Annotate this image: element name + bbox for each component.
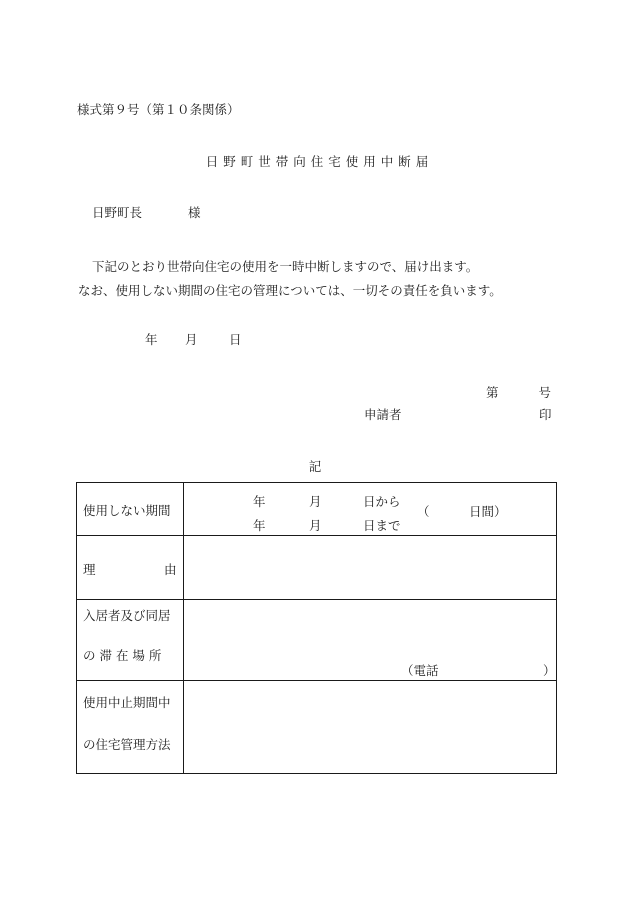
body-text-line-1: 下記のとおり世帯向住宅の使用を一時中断しますので、届け出ます。 [92,259,479,274]
doc-number-prefix: 第 [486,385,499,400]
stay-label-cell [77,599,184,680]
applicant-label: 申請者 [364,407,402,422]
table-row-stay-location [77,599,556,681]
period-from-year: 年 [253,494,266,509]
addressee [92,203,201,221]
seal-mark: 印 [539,407,552,422]
period-to-month: 月 [309,518,322,533]
addressee-name: 日野町長 [92,205,143,220]
date-year-label: 年 [145,332,158,347]
reason-label-right: 由 [164,562,177,577]
reason-label-left: 理 [83,562,96,577]
stay-label-line-1: 入居者及び同居 [83,608,171,623]
addressee-honorific: 様 [188,205,201,220]
management-label-line-2: の住宅管理方法 [83,737,171,752]
table-row-reason [77,535,556,600]
submission-date [145,330,242,348]
phone-close: ） [543,663,556,678]
period-label: 使用しない期間 [83,503,171,518]
table-row-management [77,680,556,773]
phone-open: （電話 [401,663,439,678]
management-label-line-1: 使用中止期間中 [83,695,171,710]
date-day-label: 日 [229,332,242,347]
stay-label-line-2: の 滞 在 場 所 [83,648,162,663]
document-title: 日野町世帯向住宅使用中断届 [205,154,434,169]
period-to-day: 日まで [363,518,401,533]
form-number: 様式第９号（第１０条関係） [77,102,240,117]
body-text-line-2: なお、使用しない期間の住宅の管理については、一切その責任を負います。 [78,283,502,298]
period-label-cell [77,483,184,535]
doc-number-suffix: 号 [538,385,552,400]
record-table [76,482,557,774]
period-from-month: 月 [309,494,322,509]
period-from-day: 日から [363,494,401,509]
period-to-year: 年 [253,518,266,533]
period-days-open: （ [417,504,430,519]
document-number [486,383,551,401]
management-label-cell [77,680,184,773]
period-days-close: 日間） [469,504,507,519]
table-row-period [77,483,556,536]
record-heading: 記 [308,459,322,474]
reason-label-cell [77,535,184,599]
date-month-label: 月 [185,332,198,347]
